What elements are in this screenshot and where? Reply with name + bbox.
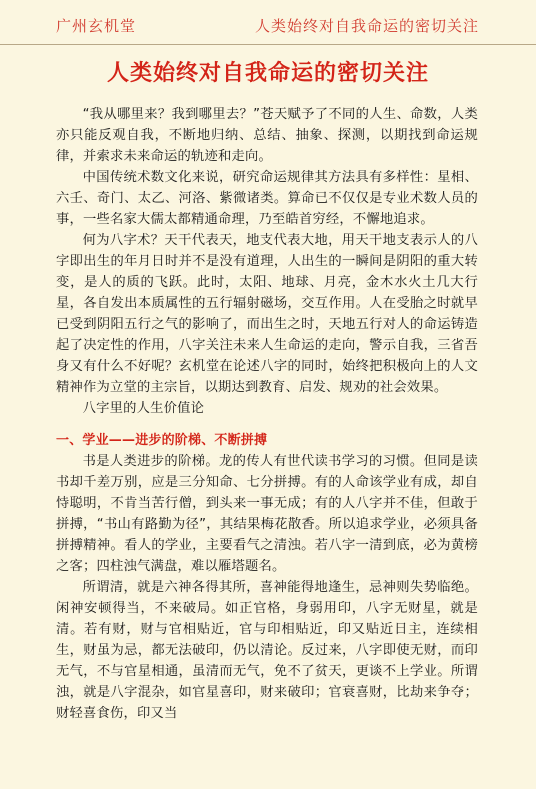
article-title: 人类始终对自我命运的密切关注 xyxy=(106,61,429,86)
paragraph: 所谓清，就是六神各得其所，喜神能得地逢生，忌神则失势临绝。闲神安顿得当，不来破局。如正官格，身弱用印，八字无财星，就是清。若有财，财与官相贴近，官与印相贴近，印又贴近日主，连续相生，财虽为忌，都无法破印，仍以清论。反过来，八字即使无财，而印无气，不与官星相通，虽清而无气，免不了贫天，更谈不上学业。所谓浊，就是八字混杂，如官星喜印，财来破印；官衰喜财，比劫来争夺；财轻喜食伤，印又当 xyxy=(56,580,478,721)
paragraph: 中国传统术数文化来说，研究命运规律其方法具有多样性：星相、六壬、奇门、太乙、河洛、紫微诸类。算命已不仅仅是专业术数人员的事，一些名家大儒太都精通命理，乃至皓首穷经，不懈地追求。 xyxy=(56,170,478,227)
paragraph: “我从哪里来？我到哪里去？”苍天赋予了不同的人生、命数，人类亦只能反观自我，不断地归纳、总结、抽象、探测，以期找到命运规律，并索求未来命运的轨迹和走向。 xyxy=(56,107,478,164)
paragraph: 何为八字术？天干代表天，地支代表大地，用天干地支表示人的八字即出生的年月日时并不是没有道理，人出生的一瞬间是阴阳的重大转变，是人的质的飞跃。此时，太阳、地球、月亮，金木水火土几大行星，各自发出本质属性的五行辐射磁场，交互作用。人在受胎之时就早已受到阴阳五行之气的影响了，而出生之时，天地五行对人的命运铸造起了决定性的作用，八字关注未来人生命运的走向，警示自我，三省吾身又有什么不好呢？玄机堂在论述八字的同时，始终把积极向上的人文精神作为立堂的主宗旨，以期达到教育、启发、规劝的社会效果。 xyxy=(56,233,478,395)
section-heading: 一、学业——进步的阶梯、不断拼搏 xyxy=(56,433,268,448)
header-brand: 广州玄机堂 xyxy=(56,17,137,35)
page-header xyxy=(0,0,536,45)
article-body xyxy=(56,104,478,724)
paragraph: 八字里的人生价值论 xyxy=(82,401,205,416)
paragraph: 书是人类进步的阶梯。龙的传人有世代读书学习的习惯。但同是读书却千差万别，应是三分知命、七分拼搏。有的人命该学业有成，却自恃聪明，不肯当苦行僧，到头来一事无成；有的人八字并不佳，但敢于拼搏，“书山有路勤为径”，其结果梅花散香。所以追求学业，必须具备拼搏精神。看人的学业，主要看气之清浊。若八字一清到底，必为黄榜之客；四柱浊气满盘，难以雁塔题名。 xyxy=(56,454,478,574)
header-running-title: 人类始终对自我命运的密切关注 xyxy=(254,17,479,35)
